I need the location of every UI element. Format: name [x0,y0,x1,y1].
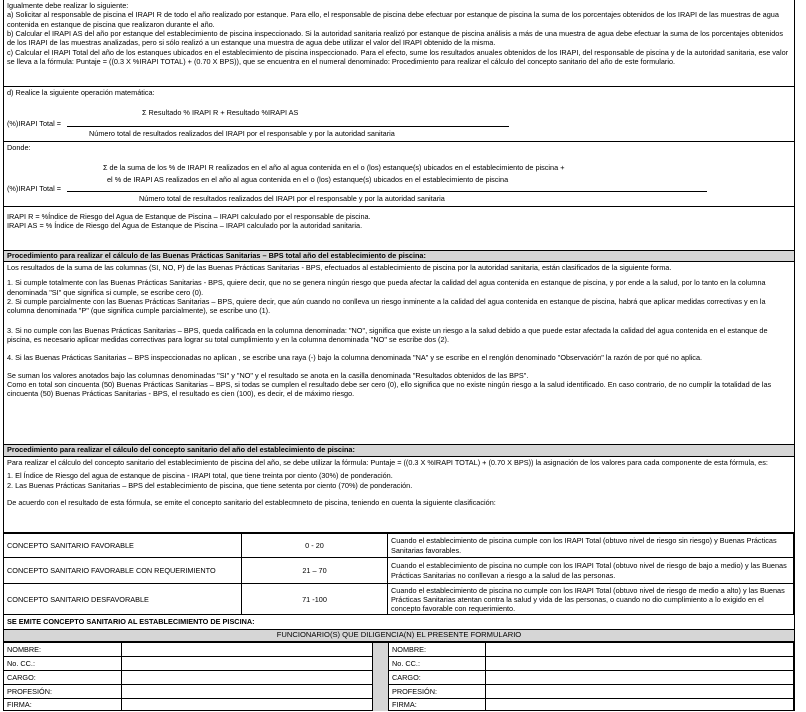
definition-irapi-as: IRAPI AS = % Índice de Riesgo del Agua de Estanque de Piscina – IRAPI calculado por la autoridad sanitaria. [7,221,363,231]
formula2-section [3,141,794,206]
concept-cell: CONCEPTO SANITARIO DESFAVORABLE [4,584,242,615]
description-cell: Cuando el establecimiento de piscina cumple con los IRAPI Total (obtuvo nivel de riesgo sin riesgo) y Buenas Prácticas Sanitarias favorables. [388,534,794,558]
description-cell: Cuando el establecimiento de piscina no cumple con los IRAPI Total (obtuvo nivel de riesgo de bajo a medio) y las Buenas Prácticas Sanitarias no conllevan a riesgo a la salud de las personas. [388,558,794,584]
document [3,0,795,711]
formula1-numerator: Σ Resultado % IRAPI R + Resultado %IRAPI AS [142,108,299,117]
range-cell: 0 - 20 [242,534,388,558]
cc-field-1[interactable] [122,657,373,671]
concepto-item-1: 1. El Índice de Riesgo del agua de estanque de piscina - IRAPI total, que tiene treinta por ciento (30%) de ponderación. [7,471,393,481]
formula2-denominator: Número total de resultados realizados del IRAPI por el responsable y por la autoridad sanitaria [139,194,445,203]
bps-item-1: 1. Si cumple totalmente con las Buenas Prácticas Sanitarias - BPS, quiere decir, que no se genera ningún riesgo que pueda afectar la calidad del agua contenida en estanque de piscina, y por ende a la salud, por lo tanto en la columna denominada "SI" que significa si cumple, se escribe cero (0). [7,278,766,297]
table-row [4,558,794,584]
formula1-denominator: Número total de resultados realizados del IRAPI por el responsable y por la autoridad sanitaria [89,129,395,138]
concept-cell: CONCEPTO SANITARIO FAVORABLE [4,534,242,558]
nombre-label-1: NOMBRE: [4,643,122,657]
formula2-numerator-line2: el % de IRAPI AS realizados en el año al agua contenida en el o (los) estanque(s) ubicados en el establecimiento de piscina [107,175,509,184]
bps-title: Procedimiento para realizar el cálculo de las Buenas Prácticas Sanitarias – BPS total año del establecimiento de piscina: [3,250,794,261]
funcionarios-table [3,642,794,711]
cargo-field-1[interactable] [122,671,373,685]
emite-concepto-label: SE EMITE CONCEPTO SANITARIO AL ESTABLECIMIENTO DE PISCINA: [3,614,794,629]
profesion-field-2[interactable] [486,685,794,699]
cc-label-1: No. CC.: [4,657,122,671]
description-cell: Cuando el establecimiento de piscina no cumple con los IRAPI Total (obtuvo nivel de riesgo de medio a alto) y las Buenas Prácticas Sanitarias atentan contra la salud y vida de las personas, o cuando no dio cumplimiento a lo exigido en el concepto favorable con requerimiento. [388,584,794,615]
nombre-label-2: NOMBRE: [389,643,486,657]
cc-label-2: No. CC.: [389,657,486,671]
concepto-classification-table [3,533,794,614]
concepto-item-2: 2. Las Buenas Prácticas Sanitarias – BPS del establecimiento de piscina, que tiene setenta por ciento (70%) de ponderación. [7,480,413,490]
cc-field-2[interactable] [486,657,794,671]
range-cell: 71 -100 [242,584,388,615]
formula2-fraction-line [67,191,707,192]
table-row [4,584,794,615]
formula1-lhs: (%)IRAPI Total = [7,119,62,128]
definition-irapi-r: IRAPI R = %Índice de Riesgo del Agua de Estanque de Piscina – IRAPI calculado por el responsable de piscina. [7,212,371,221]
firma-field-1[interactable] [122,699,373,712]
funcionarios-title: FUNCIONARIO(S) QUE DILIGENCIA(N) EL PRESENTE FORMULARIO [3,629,794,641]
nombre-field-1[interactable] [122,643,373,657]
funcionarios-section [3,641,794,711]
concepto-title: Procedimiento para realizar el cálculo del concepto sanitario del año del establecimiento de piscina: [3,444,794,456]
formula1-section [3,86,794,141]
formula2-lhs: (%)IRAPI Total = [7,184,62,193]
cargo-label-2: CARGO: [389,671,486,685]
bps-item-2: 2. Si cumple parcialmente con las Buenas Prácticas Sanitarias – BPS, quiere decir, que aún cuando no conlleva un riesgo inminente a la calidad del agua contenida en estanque de piscina, habrá que aplicar medidas correctivas y en la columna denominada "P" (que significa cumple parcialmente), se escribe uno (1). [7,296,766,316]
bps-item-3: 3. Si no cumple con las Buenas Prácticas Sanitarias – BPS, queda calificada en la columna denominada: "NO", significa que existe un riesgo a la salud debido a que puede estar afectada la calidad del agua contenida en el estanque de piscina, es necesario aplicar medidas correctivas para lograr su total cumplimiento y en la columna denominada "NO" se escribe dos (2). [7,325,768,344]
concepto-table-section [3,532,794,614]
formula1-fraction-line [67,126,509,127]
concepto-intro: Para realizar el cálculo del concepto sanitario del establecimiento de piscina del año, se debe utilizar la fórmula: Puntaje = ((0.3 X %IRAPI TOTAL) + (0.70 X BPS)) la asignación de los valores para cada componente de esta fórmula, es: [7,458,768,467]
profesion-label-2: PROFESIÓN: [389,685,486,699]
profesion-label-1: PROFESIÓN: [4,685,122,699]
intro-item-b: b) Calcular el IRAPI AS del año por estanque del establecimiento de piscina inspeccionado. Si la autoridad sanitaria realizó por estanque de piscina análisis a más de una muestra de agua debe efectuar la suma de los porcentajes obtenidos de los IRAPI de las muestras analizadas, pero si sólo realizó a un estanque una muestra de agua debe utilizar el valor del IRAPI obtenido de la misma. [7,28,783,48]
firma-field-2[interactable] [486,699,794,712]
table-row [4,534,794,558]
intro-header: Igualmente debe realizar lo siguiente: [7,1,129,10]
range-cell: 21 – 70 [242,558,388,584]
firma-label-2: FIRMA: [389,699,486,712]
bps-sum-note: Se suman los valores anotados bajo las columnas denominadas "SI" y "NO" y el resultado se anota en la casilla denominada "Resultados obtenidos de las BPS". [7,370,529,380]
bps-total-note: Como en total son cincuenta (50) Buenas Prácticas Sanitarias – BPS, si todas se cumplen el resultado debe ser cero (0), ello significa que no existe ningún riesgo a la salud identificado. En caso contrario, de no cumplir la totalidad de las cincuenta (50) Buenas Prácticas Sanitarias - BPS, el resultado es cien (100), es decir, el de máximo riesgo. [7,379,772,399]
bps-item-4: 4. Si las Buenas Prácticas Sanitarias – BPS inspeccionadas no aplican , se escribe una raya (-) bajo la columna denominada "NA" y se escribe en el renglón denominado "Observación" la razón de por qué no aplica. [7,353,703,363]
profesion-field-1[interactable] [122,685,373,699]
intro-item-a: a) Solicitar al responsable de piscina el IRAPI R de todo el año realizado por estanque. Para ello, el responsable de piscina debe efectuar por estanque de piscina la suma de los porcentajes obtenidos de los IRAPI de las muestras de agua contenida en estanque de piscina que realizaron durante el año. [7,10,779,29]
cargo-field-2[interactable] [486,671,794,685]
definitions-section [3,206,794,250]
bps-section [3,261,794,444]
concept-cell: CONCEPTO SANITARIO FAVORABLE CON REQUERIMIENTO [4,558,242,584]
intro-item-c: c) Calcular el IRAPI Total del año de los estanques ubicados en el establecimiento de piscina inspeccionado. Para el efecto, sume los resultados anuales obtenidos de los IRAPI, del responsable de piscina y de la autoridad sanitaria, ese valor se lleva a la fórmula: Puntaje = ((0.3 X %IRAPI TOTAL) + (0.70 X BPS)), que se encuentra en el numeral denominado: Procedimiento para realizar el cálculo del concepto sanitario del año de este formulario. [7,47,789,66]
formula2-intro: Donde: [7,143,31,152]
concepto-section [3,456,794,532]
separator-column [373,643,389,712]
formula1-intro: d) Realice la siguiente operación matemática: [7,88,155,97]
firma-label-1: FIRMA: [4,699,122,712]
cargo-label-1: CARGO: [4,671,122,685]
formula2-numerator-line1: Σ de la suma de los % de IRAPI R realizados en el año al agua contenida en el o (los) estanque(s) ubicados en el establecimiento de piscina + [103,163,565,172]
bps-intro: Los resultados de la suma de las columnas (SI, NO, P) de las Buenas Prácticas Sanitarias - BPS, efectuados al establecimiento de piscina por la autoridad sanitaria, están clasificados de la siguiente forma. [7,263,672,272]
intro-section [3,0,794,86]
nombre-field-2[interactable] [486,643,794,657]
concepto-result-note: De acuerdo con el resultado de esta fórmula, se emite el concepto sanitario del establecmneto de piscina, teniendo en cuenta la siguiente clasificación: [7,497,496,507]
